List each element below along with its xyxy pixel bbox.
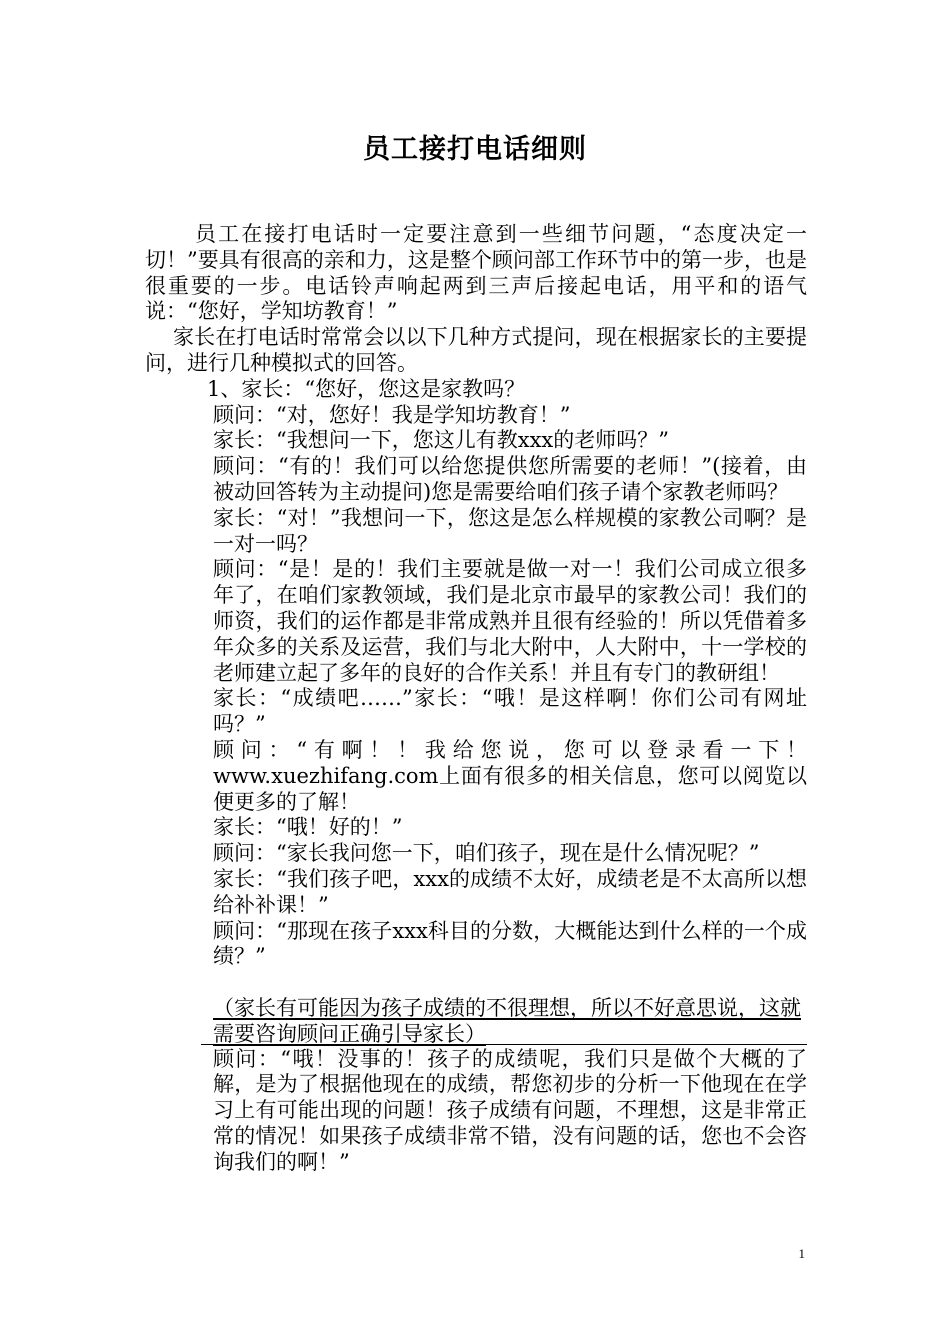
dialogue-line: 顾问：“有啊！！我给您说，您可以登录看一下！www.xuezhifang.com上面有很多的相关信息，您可以阅览以便更多的了解！ xyxy=(213,737,807,814)
dialogue-line: 家长：“成绩吧……”家长：“哦！是这样啊！你们公司有网址吗？” xyxy=(213,686,807,737)
guidance-note: （家长有可能因为孩子成绩的不很理想，所以不好意思说，这就需要咨询顾问正确引导家长） xyxy=(213,995,801,1046)
page-number: 1 xyxy=(798,1246,805,1261)
dialogue-line: 家长：“对！”我想问一下，您这是怎么样规模的家教公司啊？是一对一吗？ xyxy=(213,505,807,556)
final-reply: 顾问：“哦！没事的！孩子的成绩呢，我们只是做个大概的了解，是为了根据他现在的成绩，帮您初步的分析一下他现在在学习上有可能出现的问题！孩子成绩有问题，不理想，这是非常正常的情况！如果孩子成绩非常不错，没有问题的话，您也不会咨询我们的啊！” xyxy=(213,1046,807,1174)
second-paragraph: 家长在打电话时常常会以以下几种方式提问，现在根据家长的主要提问，进行几种模拟式的回答。 xyxy=(145,325,807,375)
list-item-1: 1、家长：“您好，您这是家教吗？ xyxy=(207,376,526,401)
dialogue-line: 家长：“我想问一下，您这儿有教xxx的老师吗？” xyxy=(213,428,669,453)
dialogue-line: 顾问：“是！是的！我们主要就是做一对一！我们公司成立很多年了，在咱们家教领域，我们是北京市最早的家教公司！我们的师资，我们的运作都是非常成熟并且很有经验的！所以凭借着多年众多的关系及运营，我们与北大附中，人大附中，十一学校的老师建立起了多年的良好的合作关系！并且有专门的教研组！ xyxy=(213,557,807,685)
document-body xyxy=(145,222,807,1175)
dialogue-line: 顾问：“对，您好！我是学知坊教育！” xyxy=(213,402,571,427)
dialogue-line: 家长：“哦！好的！” xyxy=(213,815,403,840)
dialogue-line: 顾问：“家长我问您一下，咱们孩子，现在是什么情况呢？” xyxy=(213,841,760,866)
dialogue-line: 顾问：“那现在孩子xxx科目的分数，大概能达到什么样的一个成绩？” xyxy=(213,918,807,969)
document-title: 员工接打电话细则 xyxy=(363,134,587,165)
intro-paragraph: 员工在接打电话时一定要注意到一些细节问题，“态度决定一切！”要具有很高的亲和力，这是整个顾问部工作环节中的第一步，也是很重要的一步。电话铃声响起两到三声后接起电话，用平和的语气说：“您好，学知坊教育！” xyxy=(145,222,807,324)
blank-line xyxy=(145,970,807,996)
dialogue-line: 家长：“我们孩子吧，xxx的成绩不太好，成绩老是不太高所以想给补补课！” xyxy=(213,866,807,917)
dialogue-line: 顾问：“有的！我们可以给您提供您所需要的老师！”(接着，由被动回答转为主动提问)您是需要给咱们孩子请个家教老师吗？ xyxy=(213,454,807,504)
